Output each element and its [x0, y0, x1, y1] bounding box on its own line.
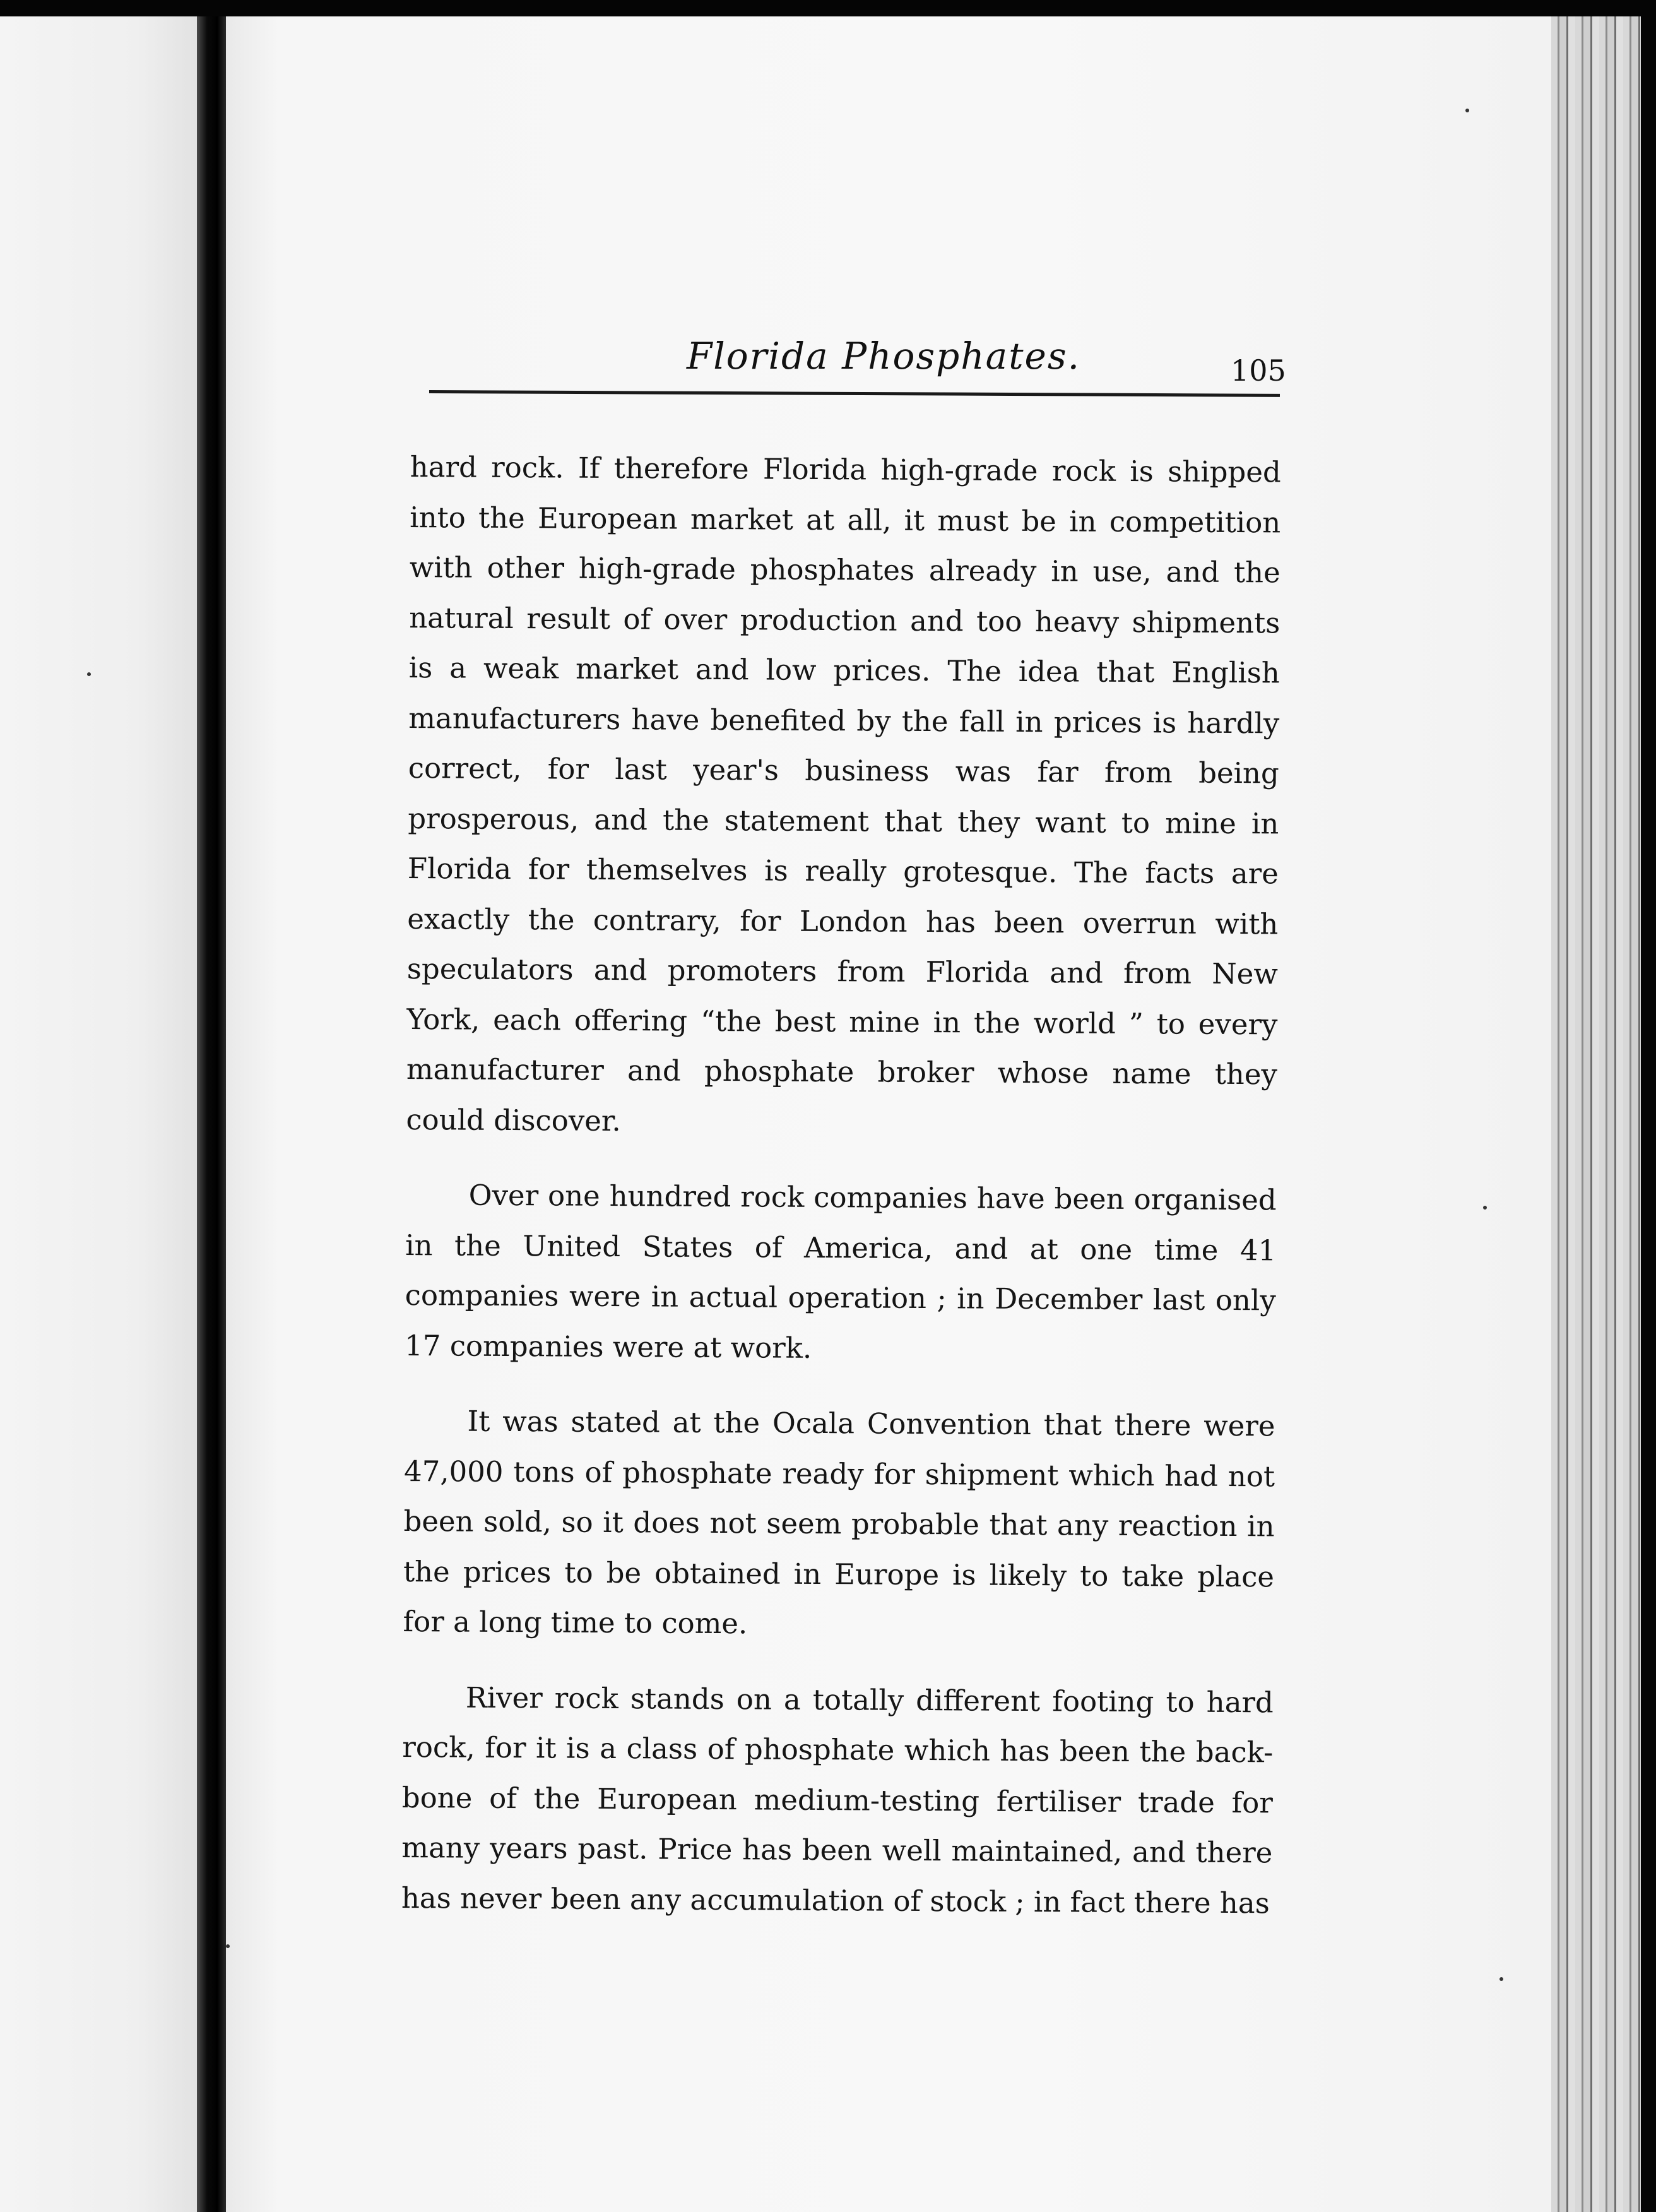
book-gutter: [197, 16, 226, 2212]
page-number: 105: [1231, 354, 1286, 388]
scan-speck: [1499, 1977, 1503, 1981]
paragraph-1: hard rock. If therefore Florida high-grade rock is shipped into the European market at all, it must be in competition with other high-grade phosphates already in use, and the natural result of over production and too heavy shipments is a weak market and low prices. The idea that English manufacturers have benefited by the fall in prices is hardly correct, for last year's business was far from being prosperous, and the statement that they want to mine in Florida for themselves is really grotesque. The facts are exactly the contrary, for London has been overrun with speculators and promoters from Florida and from New York, each offering “the best mine in the world ” to every manufacturer and phosphate broker whose name they could discover.: [406, 449, 1281, 1138]
right-border: [1641, 16, 1656, 2212]
body-text: [401, 442, 1281, 1928]
scan-speck: [226, 1944, 230, 1948]
running-header-title: Florida Phosphates.: [686, 335, 1081, 378]
top-border: [0, 0, 1656, 16]
left-facing-page: [0, 16, 197, 2212]
paragraph-3: It was stated at the Ocala Convention that there were 47,000 tons of phosphate ready for shipment which had not been sold, so it does not seem probable that any reaction in the prices to be obtained in Europe is likely to take place for a long time to come.: [403, 1404, 1275, 1641]
scan-speck: [1483, 1206, 1487, 1210]
paragraph-4: River rock stands on a totally different footing to hard rock, for it is a class of phosphate which has been the back-bone of the European medium-testing fertiliser trade for many years past. Price has been well maintained, and there has never been any accumulation of stock ; in fact there has: [401, 1680, 1274, 1920]
scan-speck: [87, 672, 91, 676]
scan-speck: [1465, 109, 1469, 112]
paragraph-2: Over one hundred rock companies have been organised in the United States of America, and at one time 41 companies were in actual operation ; in December last only 17 companies were at work.: [405, 1178, 1277, 1365]
